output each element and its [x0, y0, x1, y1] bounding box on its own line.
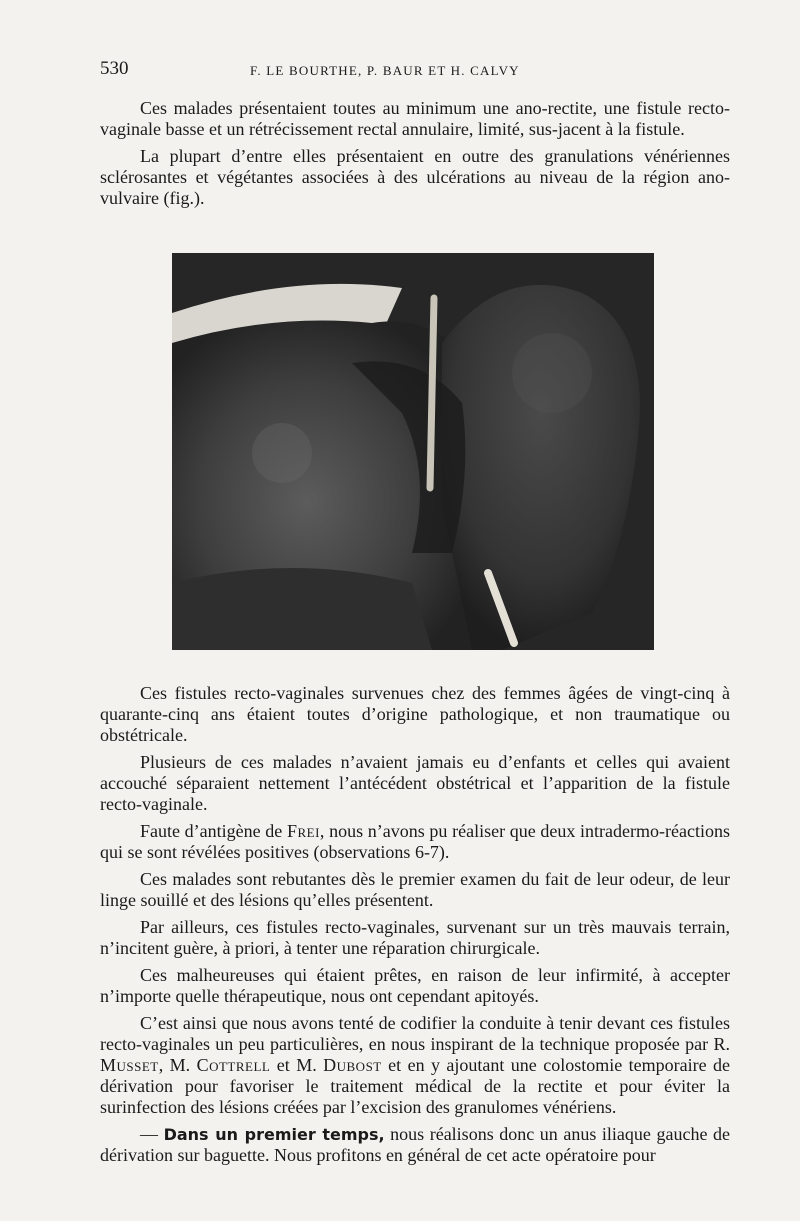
paragraph: Ces malades présentaient toutes au minimum une ano-rectite, une fistule recto-vaginale basse et un rétrécissement rectal annulaire, limité, sus-jacent à la fistule. — [100, 98, 730, 139]
author-name: Musset — [100, 1055, 159, 1075]
paragraph: Par ailleurs, ces fistules recto-vaginales, survenant sur un très mauvais terrain, n’incitent guère, à priori, à tenter une réparation chirurgicale. — [100, 917, 730, 958]
step-heading: Dans un premier temps, — [163, 1125, 385, 1144]
text-run: C’est ainsi que nous avons tenté de codifier la conduite à tenir devant ces fistules recto-vaginales un peu particulières, en nous inspirant de la technique proposée par R. — [100, 1013, 730, 1054]
author-name: Dubost — [323, 1055, 382, 1075]
page-header — [100, 58, 730, 84]
author-name: Cottrell — [196, 1055, 271, 1075]
text-run: nous réalisons donc un anus iliaque gauche de dérivation sur baguette. Nous profitons en général de cet acte opératoire pour — [100, 1124, 730, 1165]
paragraph — [100, 1013, 730, 1118]
clinical-photograph-image — [172, 253, 654, 650]
paragraph: Plusieurs de ces malades n’avaient jamais eu d’enfants et celles qui avaient accouché séparaient nettement l’antécédent obstétrical et l’apparition de la fistule recto-vaginale. — [100, 752, 730, 814]
bottom-text-block — [100, 683, 730, 1172]
text-run: et M. — [270, 1055, 324, 1075]
dash: — — [140, 1124, 164, 1144]
text-run: , nous n’avons pu réaliser que deux intradermo-réactions qui se sont révélées positives (observations 6-7). — [100, 821, 730, 862]
page-number: 530 — [100, 58, 129, 79]
paragraph — [100, 821, 730, 863]
text-run: , M. — [158, 1055, 197, 1075]
top-text-block — [100, 98, 730, 215]
text-run: Faute d’antigène de — [140, 821, 287, 841]
paragraph — [100, 1124, 730, 1166]
text-run: et en y ajoutant une colostomie temporaire de dérivation pour favoriser le traitement médical de la rectite et pour éviter la surinfection des lésions créées par l’excision des granulomes vénériens. — [100, 1055, 730, 1117]
paragraph: Ces malades sont rebutantes dès le premier examen du fait de leur odeur, de leur linge souillé et des lésions qu’elles présentent. — [100, 869, 730, 910]
paragraph: La plupart d’entre elles présentaient en outre des granulations vénériennes sclérosantes et végétantes associées à des ulcérations au niveau de la région ano-vulvaire (fig.). — [100, 146, 730, 208]
paragraph: Ces fistules recto-vaginales survenues chez des femmes âgées de vingt-cinq à quarante-cinq ans étaient toutes d’origine pathologique, et non traumatique ou obstétricale. — [100, 683, 730, 745]
paragraph: Ces malheureuses qui étaient prêtes, en raison de leur infirmité, à accepter n’importe quelle thérapeutique, nous ont cependant apitoyés. — [100, 965, 730, 1006]
author-name: Frei — [286, 821, 320, 841]
clinical-photograph-figure — [172, 253, 654, 650]
running-head: F. LE BOURTHE, P. BAUR ET H. CALVY — [250, 63, 520, 78]
